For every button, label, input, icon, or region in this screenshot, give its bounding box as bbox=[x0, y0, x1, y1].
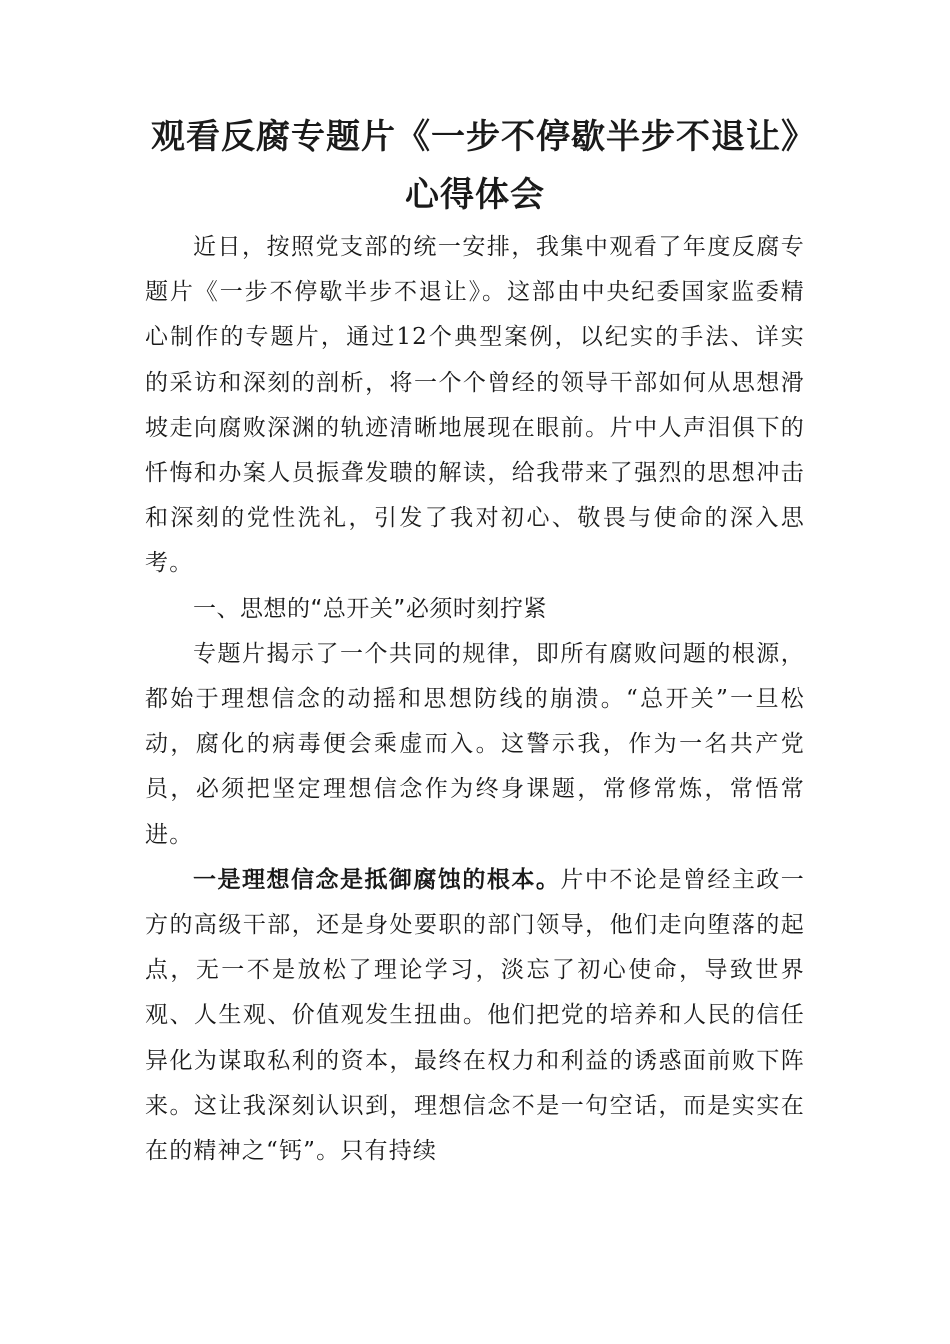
paragraph-point-1 bbox=[145, 858, 805, 1174]
paragraph-section-1: 专题片揭示了一个共同的规律，即所有腐败问题的根源，都始于理想信念的动摇和思想防线的崩溃。“总开关”一旦松动，腐化的病毒便会乘虚而入。这警示我，作为一名共产党员，必须把坚定理想信念作为终身课题，常修常炼，常悟常进。 bbox=[145, 640, 805, 848]
point-lead-text: 一是理想信念是抵御腐蚀的根本。 bbox=[193, 866, 561, 893]
document-title: 观看反腐专题片《一步不停歇半步不退让》心得体会 bbox=[151, 117, 799, 215]
paragraph-intro: 近日，按照党支部的统一安排，我集中观看了年度反腐专题片《一步不停歇半步不退让》。这部由中央纪委国家监委精心制作的专题片，通过12个典型案例，以纪实的手法、详实的采访和深刻的剖析，将一个个曾经的领导干部如何从思想滑坡走向腐败深渊的轨迹清晰地展现在眼前。片中人声泪俱下的忏悔和办案人员振聋发聩的解读，给我带来了强烈的思想冲击和深刻的党性洗礼，引发了我对初心、敬畏与使命的深入思考。 bbox=[145, 234, 805, 577]
document-body bbox=[145, 225, 805, 1174]
section-heading-1: 一、思想的“总开关”必须时刻拧紧 bbox=[193, 595, 547, 622]
point-body-text: 片中不论是曾经主政一方的高级干部，还是身处要职的部门领导，他们走向堕落的起点，无一不是放松了理论学习，淡忘了初心使命，导致世界观、人生观、价值观发生扭曲。他们把党的培养和人民的信任异化为谋取私利的资本，最终在权力和利益的诱惑面前败下阵来。这让我深刻认识到，理想信念不是一句空话，而是实实在在的精神之“钙”。只有持续 bbox=[145, 866, 806, 1165]
